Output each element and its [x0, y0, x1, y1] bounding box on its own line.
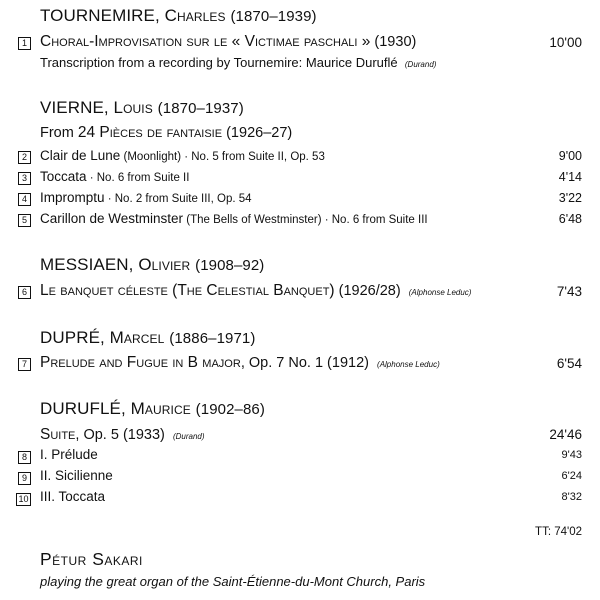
- track-2-title: Clair de Lune (Moonlight) · No. 5 from Suite II, Op. 53: [40, 148, 325, 163]
- track-2-duration: 9'00: [558, 149, 582, 163]
- suite-duration: 24'46: [549, 427, 582, 442]
- track-9-title: II. Sicilienne: [40, 468, 113, 483]
- track-number-9: 9: [18, 472, 31, 485]
- composer-tournemire: TOURNEMIRE, Charles (1870–1939): [40, 6, 317, 25]
- track-3-title: Toccata · No. 6 from Suite II: [40, 169, 190, 184]
- track-4-title: Impromptu · No. 2 from Suite III, Op. 54: [40, 190, 252, 205]
- track-number-8: 8: [18, 451, 31, 464]
- track-number-6: 6: [18, 286, 31, 299]
- track-1-note: Transcription from a recording by Tournemire: Maurice Duruflé (Durand): [40, 55, 437, 70]
- composer-durufle: DURUFLÉ, Maurice (1902–86): [40, 399, 265, 418]
- performer-description: playing the great organ of the Saint-Étienne-du-Mont Church, Paris: [40, 574, 426, 589]
- composer-vierne: VIERNE, Louis (1870–1937): [40, 98, 244, 117]
- track-number-10: 10: [16, 493, 31, 506]
- track-3-duration: 4'14: [558, 170, 582, 184]
- track-7-duration: 6'54: [556, 356, 582, 371]
- track-number-4: 4: [18, 193, 31, 206]
- track-number-5: 5: [18, 214, 31, 227]
- track-number-3: 3: [18, 172, 31, 185]
- track-9-duration: 6'24: [561, 470, 582, 482]
- track-10-title: III. Toccata: [40, 489, 106, 504]
- track-number-1: 1: [18, 37, 31, 50]
- track-5-title: Carillon de Westminster (The Bells of Westminster) · No. 6 from Suite III: [40, 211, 428, 226]
- track-1-title: Choral-Improvisation sur le « Victimae paschali » (1930): [40, 33, 417, 50]
- composer-messiaen: MESSIAEN, Olivier (1908–92): [40, 255, 265, 274]
- track-8-title: I. Prélude: [40, 447, 98, 462]
- composer-dupre: DUPRÉ, Marcel (1886–1971): [40, 328, 256, 347]
- track-1-duration: 10'00: [549, 35, 582, 50]
- performer-name: Pétur Sakari: [40, 549, 143, 569]
- track-7-title: Prelude and Fugue in B major, Op. 7 No. 1 (1912) (Alphonse Leduc): [40, 354, 440, 371]
- total-time: TT: 74'02: [535, 526, 582, 538]
- track-6-title: Le banquet céleste (The Celestial Banquet) (1926/28) (Alphonse Leduc): [40, 282, 472, 299]
- track-6-duration: 7'43: [556, 284, 582, 299]
- durufle-suite-title: Suite, Op. 5 (1933) (Durand): [40, 426, 205, 443]
- track-number-2: 2: [18, 151, 31, 164]
- track-5-duration: 6'48: [558, 212, 582, 226]
- track-10-duration: 8'32: [561, 491, 582, 503]
- vierne-collection-title: From 24 Pièces de fantaisie (1926–27): [40, 124, 293, 141]
- track-number-7: 7: [18, 358, 31, 371]
- track-4-duration: 3'22: [558, 191, 582, 205]
- track-8-duration: 9'43: [561, 449, 582, 461]
